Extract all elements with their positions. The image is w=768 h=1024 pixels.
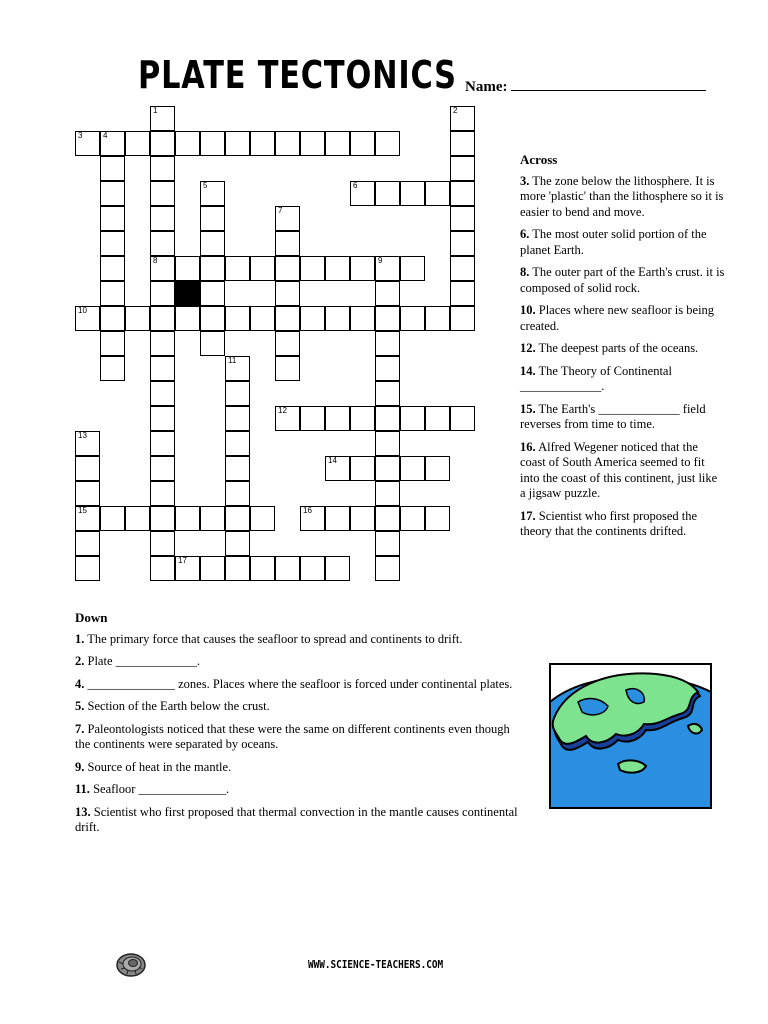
crossword-cell[interactable] — [250, 556, 275, 581]
crossword-cell[interactable] — [425, 456, 450, 481]
crossword-cell[interactable] — [275, 231, 300, 256]
crossword-cell[interactable] — [275, 331, 300, 356]
crossword-cell[interactable] — [375, 131, 400, 156]
crossword-cell[interactable] — [300, 506, 325, 531]
clue-number-label: 1 — [153, 106, 158, 115]
crossword-cell[interactable] — [100, 131, 125, 156]
crossword-cell[interactable] — [325, 131, 350, 156]
crossword-cell[interactable] — [225, 131, 250, 156]
crossword-cell[interactable] — [300, 406, 325, 431]
crossword-cell[interactable] — [150, 131, 175, 156]
down-clues — [75, 610, 525, 843]
crossword-cell[interactable] — [125, 131, 150, 156]
crossword-cell[interactable] — [300, 306, 325, 331]
crossword-cell[interactable] — [200, 231, 225, 256]
across-clue: 10. Places where new seafloor is being created. — [520, 303, 715, 333]
clue-number-label: 6 — [353, 181, 358, 190]
crossword-cell[interactable] — [200, 506, 225, 531]
crossword-cell[interactable] — [375, 331, 400, 356]
crossword-cell[interactable] — [150, 306, 175, 331]
crossword-cell[interactable] — [100, 181, 125, 206]
crossword-cell[interactable] — [75, 131, 100, 156]
crossword-cell[interactable] — [100, 256, 125, 281]
across-clue: 12. The deepest parts of the oceans. — [520, 341, 699, 355]
crossword-cell[interactable] — [275, 281, 300, 306]
crossword-cell[interactable] — [100, 156, 125, 181]
crossword-cell[interactable] — [350, 456, 375, 481]
down-clue: 4. ______________ zones. Places where the seafloor is forced under continental plates. — [75, 676, 513, 691]
crossword-cell[interactable] — [175, 131, 200, 156]
crossword-cell[interactable] — [225, 256, 250, 281]
crossword-cell[interactable] — [400, 181, 425, 206]
crossword-cell[interactable] — [200, 256, 225, 281]
crossword-cell[interactable] — [150, 206, 175, 231]
crossword-cell[interactable] — [150, 481, 175, 506]
crossword-cell[interactable] — [425, 181, 450, 206]
crossword-cell[interactable] — [125, 506, 150, 531]
down-clue: 1. The primary force that causes the seafloor to spread and continents to drift. — [75, 631, 463, 646]
crossword-cell[interactable] — [125, 306, 150, 331]
crossword-cell[interactable] — [375, 481, 400, 506]
crossword-cell[interactable] — [75, 556, 100, 581]
crossword-cell[interactable] — [375, 456, 400, 481]
crossword-cell[interactable] — [375, 306, 400, 331]
crossword-cell[interactable] — [350, 256, 375, 281]
down-clue: 11. Seafloor ______________. — [75, 782, 230, 796]
name-field[interactable] — [465, 76, 706, 96]
crossword-cell[interactable] — [375, 256, 400, 281]
crossword-cell[interactable] — [225, 431, 250, 456]
across-clue: 16. Alfred Wegener noticed that the coast of South America seemed to fit into the coast of this continent, just like a jigsaw puzzle. — [520, 439, 718, 500]
across-clue: 8. The outer part of the Earth's crust. it is composed of solid rock. — [520, 265, 725, 295]
crossword-cell[interactable] — [450, 306, 475, 331]
crossword-cell[interactable] — [275, 131, 300, 156]
crossword-cell[interactable] — [150, 556, 175, 581]
crossword-cell[interactable] — [150, 506, 175, 531]
crossword-cell[interactable] — [300, 256, 325, 281]
crossword-cell[interactable] — [375, 506, 400, 531]
footer-url[interactable]: WWW.SCIENCE-TEACHERS.COM — [308, 958, 444, 971]
crossword-cell[interactable] — [150, 156, 175, 181]
across-clue: 6. The most outer solid portion of the planet Earth. — [520, 227, 707, 257]
clue-number-label: 14 — [328, 456, 337, 465]
across-heading: Across — [520, 152, 558, 167]
clue-number-label: 3 — [78, 131, 83, 140]
crossword-cell[interactable] — [200, 281, 225, 306]
crossword-cell[interactable] — [450, 281, 475, 306]
down-clue: 13. Scientist who first proposed that thermal convection in the mantle causes continental drift. — [75, 804, 518, 834]
crossword-cell[interactable] — [350, 181, 375, 206]
clue-number-label: 10 — [78, 306, 87, 315]
crossword-cell[interactable] — [200, 131, 225, 156]
crossword-cell[interactable] — [375, 181, 400, 206]
crossword-cell[interactable] — [450, 181, 475, 206]
clue-number-label: 13 — [78, 431, 87, 440]
down-heading: Down — [75, 610, 108, 625]
crossword-cell[interactable] — [150, 256, 175, 281]
crossword-cell[interactable] — [225, 481, 250, 506]
crossword-cell[interactable] — [450, 131, 475, 156]
clue-number-label: 8 — [153, 256, 158, 265]
clue-number-label: 17 — [178, 556, 187, 565]
island-shape — [618, 760, 646, 772]
crossword-cell[interactable] — [150, 281, 175, 306]
crossword-cell[interactable] — [150, 331, 175, 356]
crossword-cell[interactable] — [200, 556, 225, 581]
crossword-cell[interactable] — [450, 231, 475, 256]
crossword-cell[interactable] — [325, 256, 350, 281]
crossword-cell[interactable] — [150, 356, 175, 381]
crossword-cell[interactable] — [150, 381, 175, 406]
crossword-cell[interactable] — [450, 206, 475, 231]
crossword-cell[interactable] — [225, 306, 250, 331]
clue-number-label: 5 — [203, 181, 208, 190]
crossword-cell[interactable] — [275, 556, 300, 581]
crossword-cell[interactable] — [375, 531, 400, 556]
crossword-cell[interactable] — [100, 206, 125, 231]
crossword-cell[interactable] — [400, 456, 425, 481]
crossword-cell[interactable] — [100, 281, 125, 306]
crossword-cell[interactable] — [100, 331, 125, 356]
crossword-cell[interactable] — [375, 356, 400, 381]
crossword-cell[interactable] — [250, 306, 275, 331]
crossword-cell[interactable] — [350, 406, 375, 431]
name-blank-line[interactable] — [511, 76, 706, 91]
clue-number-label: 11 — [228, 356, 237, 365]
crossword-cell[interactable] — [325, 506, 350, 531]
crossword-cell[interactable] — [425, 506, 450, 531]
ammonite-fossil-icon — [114, 950, 148, 978]
crossword-cell[interactable] — [75, 431, 100, 456]
earth-globe-illustration — [548, 662, 713, 810]
crossword-cell[interactable] — [250, 131, 275, 156]
crossword-cell[interactable] — [225, 381, 250, 406]
crossword-black-cell — [175, 281, 200, 306]
crossword-cell[interactable] — [275, 406, 300, 431]
crossword-cell[interactable] — [450, 156, 475, 181]
crossword-cell[interactable] — [225, 356, 250, 381]
crossword-cell[interactable] — [150, 406, 175, 431]
crossword-cell[interactable] — [275, 306, 300, 331]
crossword-cell[interactable] — [200, 206, 225, 231]
crossword-cell[interactable] — [225, 506, 250, 531]
crossword-cell[interactable] — [150, 456, 175, 481]
crossword-cell[interactable] — [175, 306, 200, 331]
crossword-cell[interactable] — [350, 506, 375, 531]
crossword-cell[interactable] — [325, 556, 350, 581]
across-clues — [520, 152, 725, 547]
crossword-cell[interactable] — [75, 481, 100, 506]
crossword-cell[interactable] — [75, 306, 100, 331]
crossword-cell[interactable] — [275, 206, 300, 231]
clue-number-label: 2 — [453, 106, 458, 115]
across-clue: 17. Scientist who first proposed the theory that the continents drifted. — [520, 508, 698, 538]
crossword-cell[interactable] — [250, 506, 275, 531]
crossword-cell[interactable] — [350, 306, 375, 331]
crossword-cell[interactable] — [275, 256, 300, 281]
across-clue: 14. The Theory of Continental _____________. — [520, 363, 672, 393]
crossword-cell[interactable] — [450, 256, 475, 281]
clue-number-label: 12 — [278, 406, 287, 415]
crossword-cell[interactable] — [200, 181, 225, 206]
crossword-cell[interactable] — [400, 406, 425, 431]
crossword-cell[interactable] — [75, 506, 100, 531]
crossword-cell[interactable] — [100, 306, 125, 331]
crossword-cell[interactable] — [325, 406, 350, 431]
crossword-cell[interactable] — [150, 181, 175, 206]
across-clue: 15. The Earth's _____________ field reverses from time to time. — [520, 401, 706, 431]
crossword-cell[interactable] — [200, 306, 225, 331]
crossword-cell[interactable] — [425, 306, 450, 331]
crossword-cell[interactable] — [100, 356, 125, 381]
down-clue: 5. Section of the Earth below the crust. — [75, 699, 270, 713]
crossword-cell[interactable] — [225, 531, 250, 556]
clue-number-label: 4 — [103, 131, 108, 140]
crossword-cell[interactable] — [325, 306, 350, 331]
clue-number-label: 9 — [378, 256, 383, 265]
crossword-cell[interactable] — [250, 256, 275, 281]
crossword-cell[interactable] — [100, 231, 125, 256]
crossword-cell[interactable] — [150, 431, 175, 456]
crossword-cell[interactable] — [375, 556, 400, 581]
crossword-cell[interactable] — [175, 256, 200, 281]
crossword-cell[interactable] — [225, 406, 250, 431]
crossword-cell[interactable] — [100, 506, 125, 531]
down-clue: 9. Source of heat in the mantle. — [75, 759, 232, 774]
clue-number-label: 7 — [278, 206, 283, 215]
crossword-cell[interactable] — [175, 506, 200, 531]
across-clue: 3. The zone below the lithosphere. It is more 'plastic' than the lithosphere so it is easier to bend and move. — [520, 173, 724, 219]
crossword-cell[interactable] — [350, 131, 375, 156]
down-clue: 2. Plate _____________. — [75, 654, 200, 668]
crossword-cell[interactable] — [300, 131, 325, 156]
down-clue: 7. Paleontologists noticed that these were the same on different continents even though the continents were separated by oceans. — [75, 721, 510, 751]
crossword-cell[interactable] — [425, 406, 450, 431]
crossword-cell[interactable] — [400, 506, 425, 531]
crossword-cell[interactable] — [325, 456, 350, 481]
page-title: PLATE TECTONICS — [138, 53, 457, 97]
crossword-cell[interactable] — [275, 356, 300, 381]
crossword-cell[interactable] — [375, 381, 400, 406]
crossword-cell[interactable] — [225, 456, 250, 481]
crossword-cell[interactable] — [400, 306, 425, 331]
crossword-cell[interactable] — [375, 281, 400, 306]
crossword-cell[interactable] — [150, 231, 175, 256]
crossword-cell[interactable] — [225, 556, 250, 581]
crossword-cell[interactable] — [150, 531, 175, 556]
crossword-cell[interactable] — [400, 256, 425, 281]
clue-number-label: 15 — [78, 506, 87, 515]
crossword-cell[interactable] — [75, 531, 100, 556]
crossword-cell[interactable] — [375, 431, 400, 456]
crossword-cell[interactable] — [375, 406, 400, 431]
crossword-cell[interactable] — [450, 406, 475, 431]
crossword-cell[interactable] — [300, 556, 325, 581]
name-label: Name: — [465, 79, 508, 95]
crossword-cell[interactable] — [200, 331, 225, 356]
crossword-cell[interactable] — [75, 456, 100, 481]
crossword-cell[interactable] — [450, 106, 475, 131]
crossword-cell[interactable] — [150, 106, 175, 131]
crossword-cell[interactable] — [175, 556, 200, 581]
clue-number-label: 16 — [303, 506, 312, 515]
